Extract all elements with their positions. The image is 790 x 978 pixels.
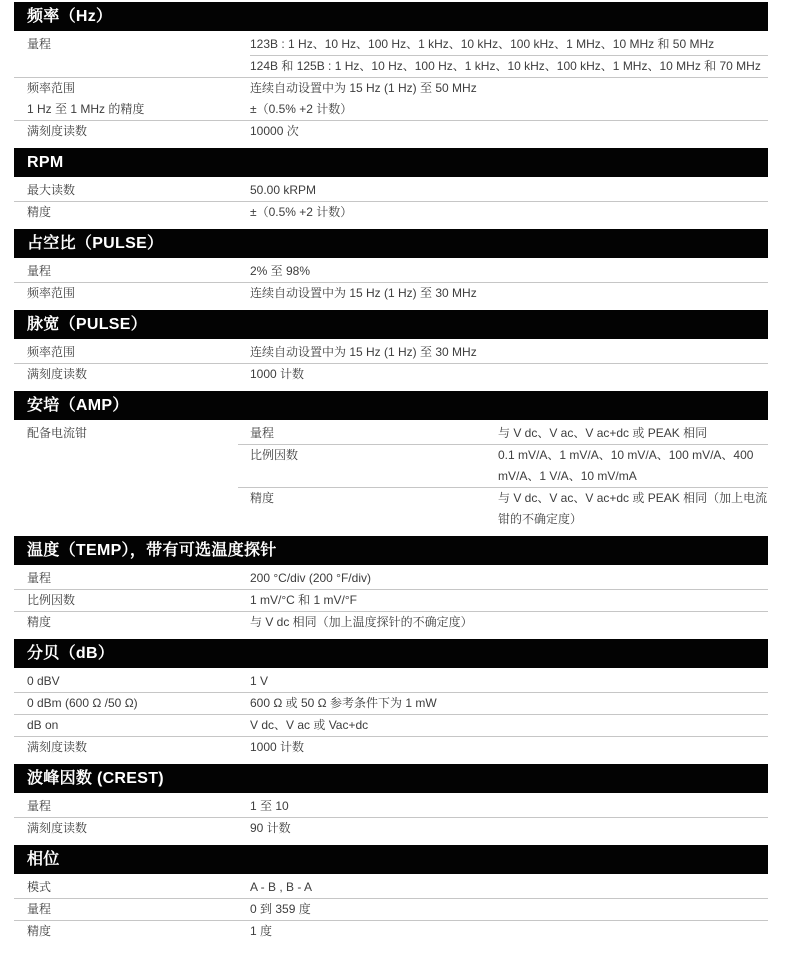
section-header-bar: [14, 391, 768, 420]
spec-row-value: 连续自动设置中为 15 Hz (1 Hz) 至 50 MHz: [250, 81, 477, 95]
spec-subrow: [238, 444, 768, 487]
spec-row-label: 0 dBV: [27, 674, 60, 688]
spec-row-value: 连续自动设置中为 15 Hz (1 Hz) 至 30 MHz: [250, 345, 477, 359]
section-header-bar: [14, 845, 768, 874]
spec-subrow-label: 量程: [250, 426, 275, 440]
spec-subrow: [238, 487, 768, 530]
spec-row: [14, 898, 768, 920]
spec-row-value: 50.00 kRPM: [250, 183, 317, 197]
section-rows: [14, 668, 768, 764]
spec-row-value-group: [238, 34, 768, 77]
spec-row: [14, 877, 768, 898]
spec-row-label: dB on: [27, 718, 59, 732]
spec-table: [14, 2, 768, 948]
spec-subrow-value: 与 V dc、V ac、V ac+dc 或 PEAK 相同: [498, 426, 708, 440]
spec-section: [14, 148, 768, 229]
spec-row-value: 与 V dc 相同（加上温度探针的不确定度）: [250, 615, 473, 629]
spec-subrow-label: 比例因数: [250, 448, 299, 462]
spec-row: [14, 34, 768, 77]
spec-row: [14, 282, 768, 304]
section-title: 占空比（PULSE）: [27, 235, 164, 252]
spec-row-label: 精度: [27, 615, 52, 629]
spec-row-value-group: [238, 78, 768, 120]
spec-row-label: 频率范围: [27, 81, 76, 95]
spec-row-value: 200 °C/div (200 °F/div): [250, 571, 371, 585]
spec-row: [14, 423, 768, 530]
spec-row: [14, 671, 768, 692]
spec-row-label-group: [14, 78, 238, 120]
spec-row: [14, 568, 768, 589]
spec-row-label: 精度: [27, 205, 52, 219]
spec-row-value: 123B : 1 Hz、10 Hz、100 Hz、1 kHz、10 kHz、100 kHz、1 MHz、10 MHz 和 50 MHz: [250, 37, 715, 51]
spec-row-value: ±（0.5% +2 计数）: [250, 205, 353, 219]
spec-row: [14, 692, 768, 714]
spec-row-label: 量程: [27, 902, 52, 916]
spec-subtable: [238, 423, 768, 530]
spec-row-value: ±（0.5% +2 计数）: [250, 102, 353, 116]
section-header-bar: [14, 536, 768, 565]
spec-row: [14, 920, 768, 942]
spec-row-label: 满刻度读数: [27, 367, 88, 381]
section-title: 温度（TEMP），带有可选温度探针: [27, 542, 277, 559]
spec-row-label: 精度: [27, 924, 52, 938]
spec-row-label: 频率范围: [27, 345, 76, 359]
spec-row-value: 1 度: [250, 924, 273, 938]
spec-row-value: V dc、V ac 或 Vac+dc: [250, 718, 369, 732]
section-header-bar: [14, 639, 768, 668]
spec-section: [14, 639, 768, 764]
spec-row: [14, 817, 768, 839]
section-rows: [14, 565, 768, 639]
section-rows: [14, 420, 768, 536]
spec-row-value: 1 V: [250, 674, 269, 688]
spec-row: [14, 611, 768, 633]
spec-section: [14, 391, 768, 536]
spec-row-value: 1000 计数: [250, 367, 305, 381]
section-title: 安培（AMP）: [27, 397, 129, 414]
spec-subrow-value: 0.1 mV/A、1 mV/A、10 mV/A、100 mV/A、400 mV/A、1 V/A、10 mV/mA: [498, 448, 754, 483]
spec-row: [14, 77, 768, 120]
spec-row: [14, 261, 768, 282]
spec-row-value: A - B , B - A: [250, 880, 313, 894]
spec-row-value: 1000 计数: [250, 740, 305, 754]
section-title: 频率（Hz）: [27, 8, 113, 25]
spec-row-value: 90 计数: [250, 821, 291, 835]
section-rows: [14, 874, 768, 948]
section-rows: [14, 31, 768, 148]
spec-section: [14, 229, 768, 310]
spec-row-label: 满刻度读数: [27, 821, 88, 835]
spec-row-value: 连续自动设置中为 15 Hz (1 Hz) 至 30 MHz: [250, 286, 477, 300]
spec-row-value: 10000 次: [250, 124, 299, 138]
spec-subrow-value: 与 V dc、V ac、V ac+dc 或 PEAK 相同（加上电流钳的不确定度）: [498, 491, 768, 526]
section-rows: [14, 177, 768, 229]
section-header-bar: [14, 229, 768, 258]
section-title: 相位: [27, 851, 60, 868]
spec-row: [14, 796, 768, 817]
spec-row-value: 1 mV/°C 和 1 mV/°F: [250, 593, 357, 607]
spec-row: [14, 201, 768, 223]
spec-row-value: 600 Ω 或 50 Ω 参考条件下为 1 mW: [250, 696, 437, 710]
spec-row-label: 1 Hz 至 1 MHz 的精度: [27, 102, 145, 116]
spec-row: [14, 736, 768, 758]
spec-section: [14, 764, 768, 845]
section-header-bar: [14, 2, 768, 31]
spec-row: [14, 714, 768, 736]
spec-row-value: 0 到 359 度: [250, 902, 311, 916]
spec-row-label: 量程: [27, 264, 52, 278]
spec-section: [14, 845, 768, 948]
section-title: 波峰因数 (CREST): [27, 770, 164, 787]
spec-row: [14, 120, 768, 142]
spec-row: [14, 589, 768, 611]
section-title: 分贝（dB）: [27, 645, 115, 662]
section-header-bar: [14, 310, 768, 339]
section-header-bar: [14, 764, 768, 793]
section-title: RPM: [27, 154, 64, 171]
spec-row-label: 比例因数: [27, 593, 76, 607]
spec-section: [14, 2, 768, 148]
spec-row-label: 0 dBm (600 Ω /50 Ω): [27, 696, 138, 710]
spec-row-label: 模式: [27, 880, 52, 894]
section-rows: [14, 258, 768, 310]
spec-row: [14, 342, 768, 363]
spec-row-label: 配备电流钳: [27, 426, 88, 440]
spec-row-label: 满刻度读数: [27, 740, 88, 754]
spec-subrow-label: 精度: [250, 491, 275, 505]
spec-row: [14, 363, 768, 385]
spec-row-value: 124B 和 125B : 1 Hz、10 Hz、100 Hz、1 kHz、10 kHz、100 kHz、1 MHz、10 MHz 和 70 MHz: [250, 55, 768, 77]
section-header-bar: [14, 148, 768, 177]
spec-row-label: 量程: [27, 37, 52, 51]
section-title: 脉宽（PULSE）: [27, 316, 148, 333]
spec-row-label: 满刻度读数: [27, 124, 88, 138]
spec-row-value: 2% 至 98%: [250, 264, 311, 278]
spec-subrow: [238, 423, 768, 444]
spec-row-label: 量程: [27, 571, 52, 585]
spec-row-value: 1 至 10: [250, 799, 289, 813]
spec-section: [14, 310, 768, 391]
spec-section: [14, 536, 768, 639]
spec-row: [14, 180, 768, 201]
section-rows: [14, 339, 768, 391]
spec-row-label: 量程: [27, 799, 52, 813]
section-rows: [14, 793, 768, 845]
spec-row-label: 最大读数: [27, 183, 76, 197]
spec-row-label: 频率范围: [27, 286, 76, 300]
